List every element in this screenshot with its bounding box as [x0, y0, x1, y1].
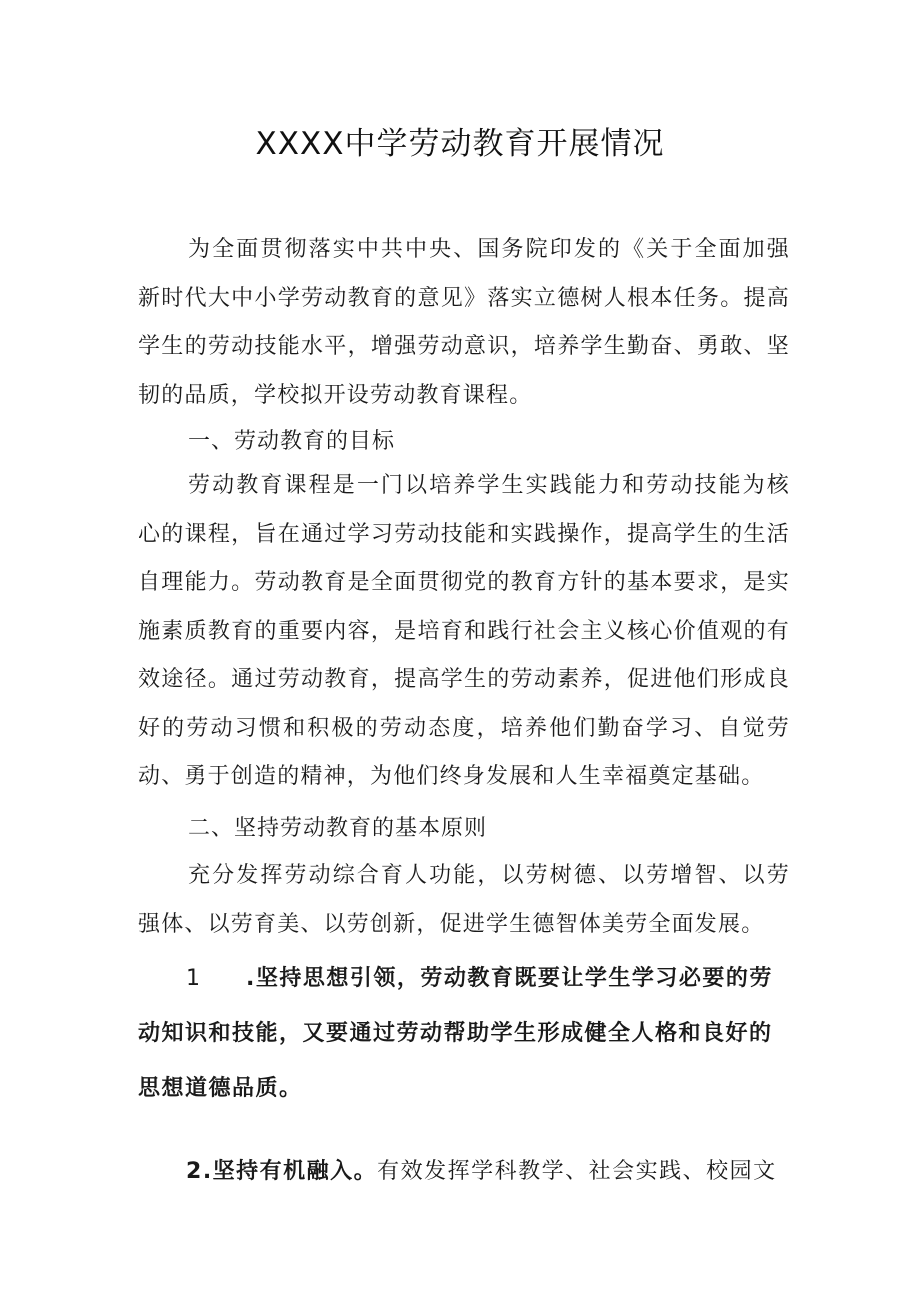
principle-item-2-number: 2 — [186, 1159, 203, 1184]
principle-item-1-number: 1 — [186, 966, 202, 991]
principle-item-1-text: .坚持思想引领，劳动教育既要让学生学习必要的劳动知识和技能，又要通过劳动帮助学生形成健全人格和良好的思想道德品质。 — [138, 966, 773, 1101]
principle-item-2-bold: .坚持有机融入。 — [202, 1159, 378, 1184]
section-2-body: 充分发挥劳动综合育人功能，以劳树德、以劳增智、以劳强体、以劳育美、以劳创新，促进学生德智体美劳全面发展。 — [138, 863, 790, 937]
principle-item-2-text: 有效发挥学科教学、社会实践、校园文 — [377, 1159, 777, 1184]
section-1-heading: 一、劳动教育的目标 — [188, 429, 396, 454]
section-2-heading: 二、坚持劳动教育的基本原则 — [188, 816, 488, 841]
section-1-body: 劳动教育课程是一门以培养学生实践能力和劳动技能为核心的课程，旨在通过学习劳动技能和实践操作，提高学生的生活自理能力。劳动教育是全面贯彻党的教育方针的基本要求，是实施素质教育的重要内容，是培育和践行社会主义核心价值观的有效途径。通过劳动教育，提高学生的劳动素养，促进他们形成良好的劳动习惯和积极的劳动态度，培养他们勤奋学习、自觉劳动、勇于创造的精神，为他们终身发展和人生幸福奠定基础。 — [138, 473, 790, 789]
intro-paragraph: 为全面贯彻落实中共中央、国务院印发的《关于全面加强新时代大中小学劳动教育的意见》落实立德树人根本任务。提高学生的劳动技能水平，增强劳动意识，培养学生勤奋、勇敢、坚韧的品质，学校拟开设劳动教育课程。 — [138, 237, 790, 408]
principle-item-1 — [138, 951, 790, 1116]
principle-item-2 — [138, 1144, 790, 1199]
document-title: XXXX中学劳动教育开展情况 — [255, 126, 665, 162]
